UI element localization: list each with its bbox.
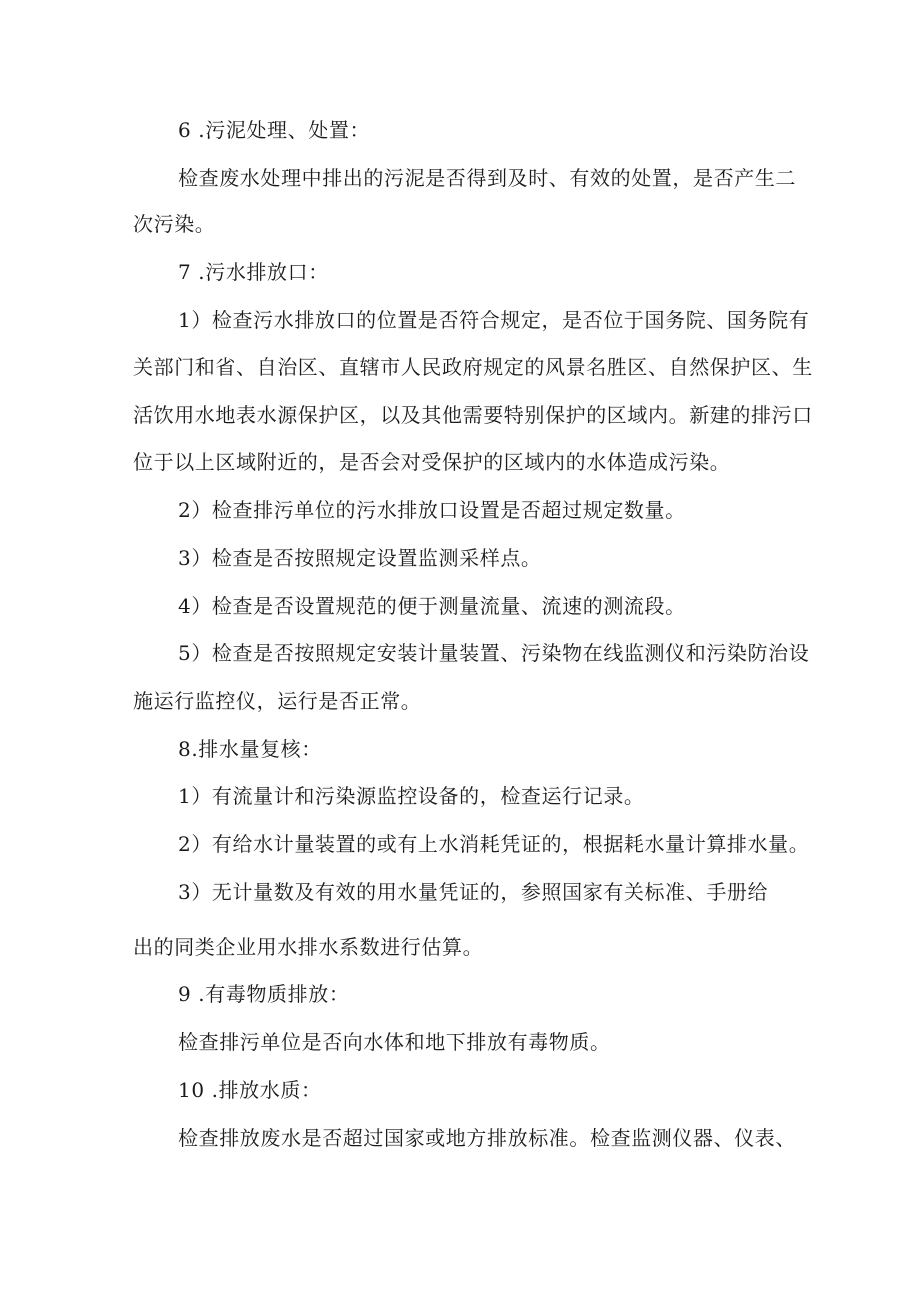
paragraph-line: 检查废水处理中排出的污泥是否得到及时、有效的处置，是否产生二 [178, 166, 796, 190]
list-item-line: 1）检查污水排放口的位置是否符合规定，是否位于国务院、国务院有 [178, 308, 810, 332]
paragraph-line: 检查排污单位是否向水体和地下排放有毒物质。 [178, 1030, 611, 1054]
section-heading-6: 6 .污泥处理、处置： [178, 118, 371, 142]
paragraph-line: 检查排放废水是否超过国家或地方排放标准。检查监测仪器、仪表、 [178, 1126, 796, 1150]
list-item-line: 位于以上区域附近的，是否会对受保护的区域内的水体造成污染。 [133, 450, 731, 474]
list-item-line: 5）检查是否按照规定安装计量装置、污染物在线监测仪和污染防治设 [178, 641, 810, 665]
list-item-line: 1）有流量计和污染源监控设备的，检查运行记录。 [178, 784, 645, 808]
list-item-line: 2）检查排污单位的污水排放口设置是否超过规定数量。 [178, 498, 686, 522]
list-item-line: 3）无计量数及有效的用水量凭证的，参照国家有关标准、手册给 [178, 880, 769, 904]
list-item-line: 4）检查是否设置规范的便于测量流量、流速的测流段。 [178, 594, 686, 618]
section-heading-9: 9 .有毒物质排放： [178, 982, 350, 1006]
list-item-line: 2）有给水计量装置的或有上水消耗凭证的，根据耗水量计算排水量。 [178, 832, 810, 856]
list-item-line: 关部门和省、自治区、直辖市人民政府规定的风景名胜区、自然保护区、生 [133, 355, 813, 379]
list-item-line: 活饮用水地表水源保护区，以及其他需要特别保护的区域内。新建的排污口 [133, 403, 813, 427]
section-heading-7: 7 .污水排放口： [178, 260, 329, 284]
section-heading-8: 8.排水量复核： [178, 737, 322, 761]
list-item-line: 出的同类企业用水排水系数进行估算。 [133, 935, 484, 959]
paragraph-line: 次污染。 [133, 212, 216, 236]
list-item-line: 3）检查是否按照规定设置监测采样点。 [178, 546, 542, 570]
section-heading-10: 10 .排放水质： [178, 1078, 322, 1102]
list-item-line: 施运行监控仪，运行是否正常。 [133, 689, 422, 713]
